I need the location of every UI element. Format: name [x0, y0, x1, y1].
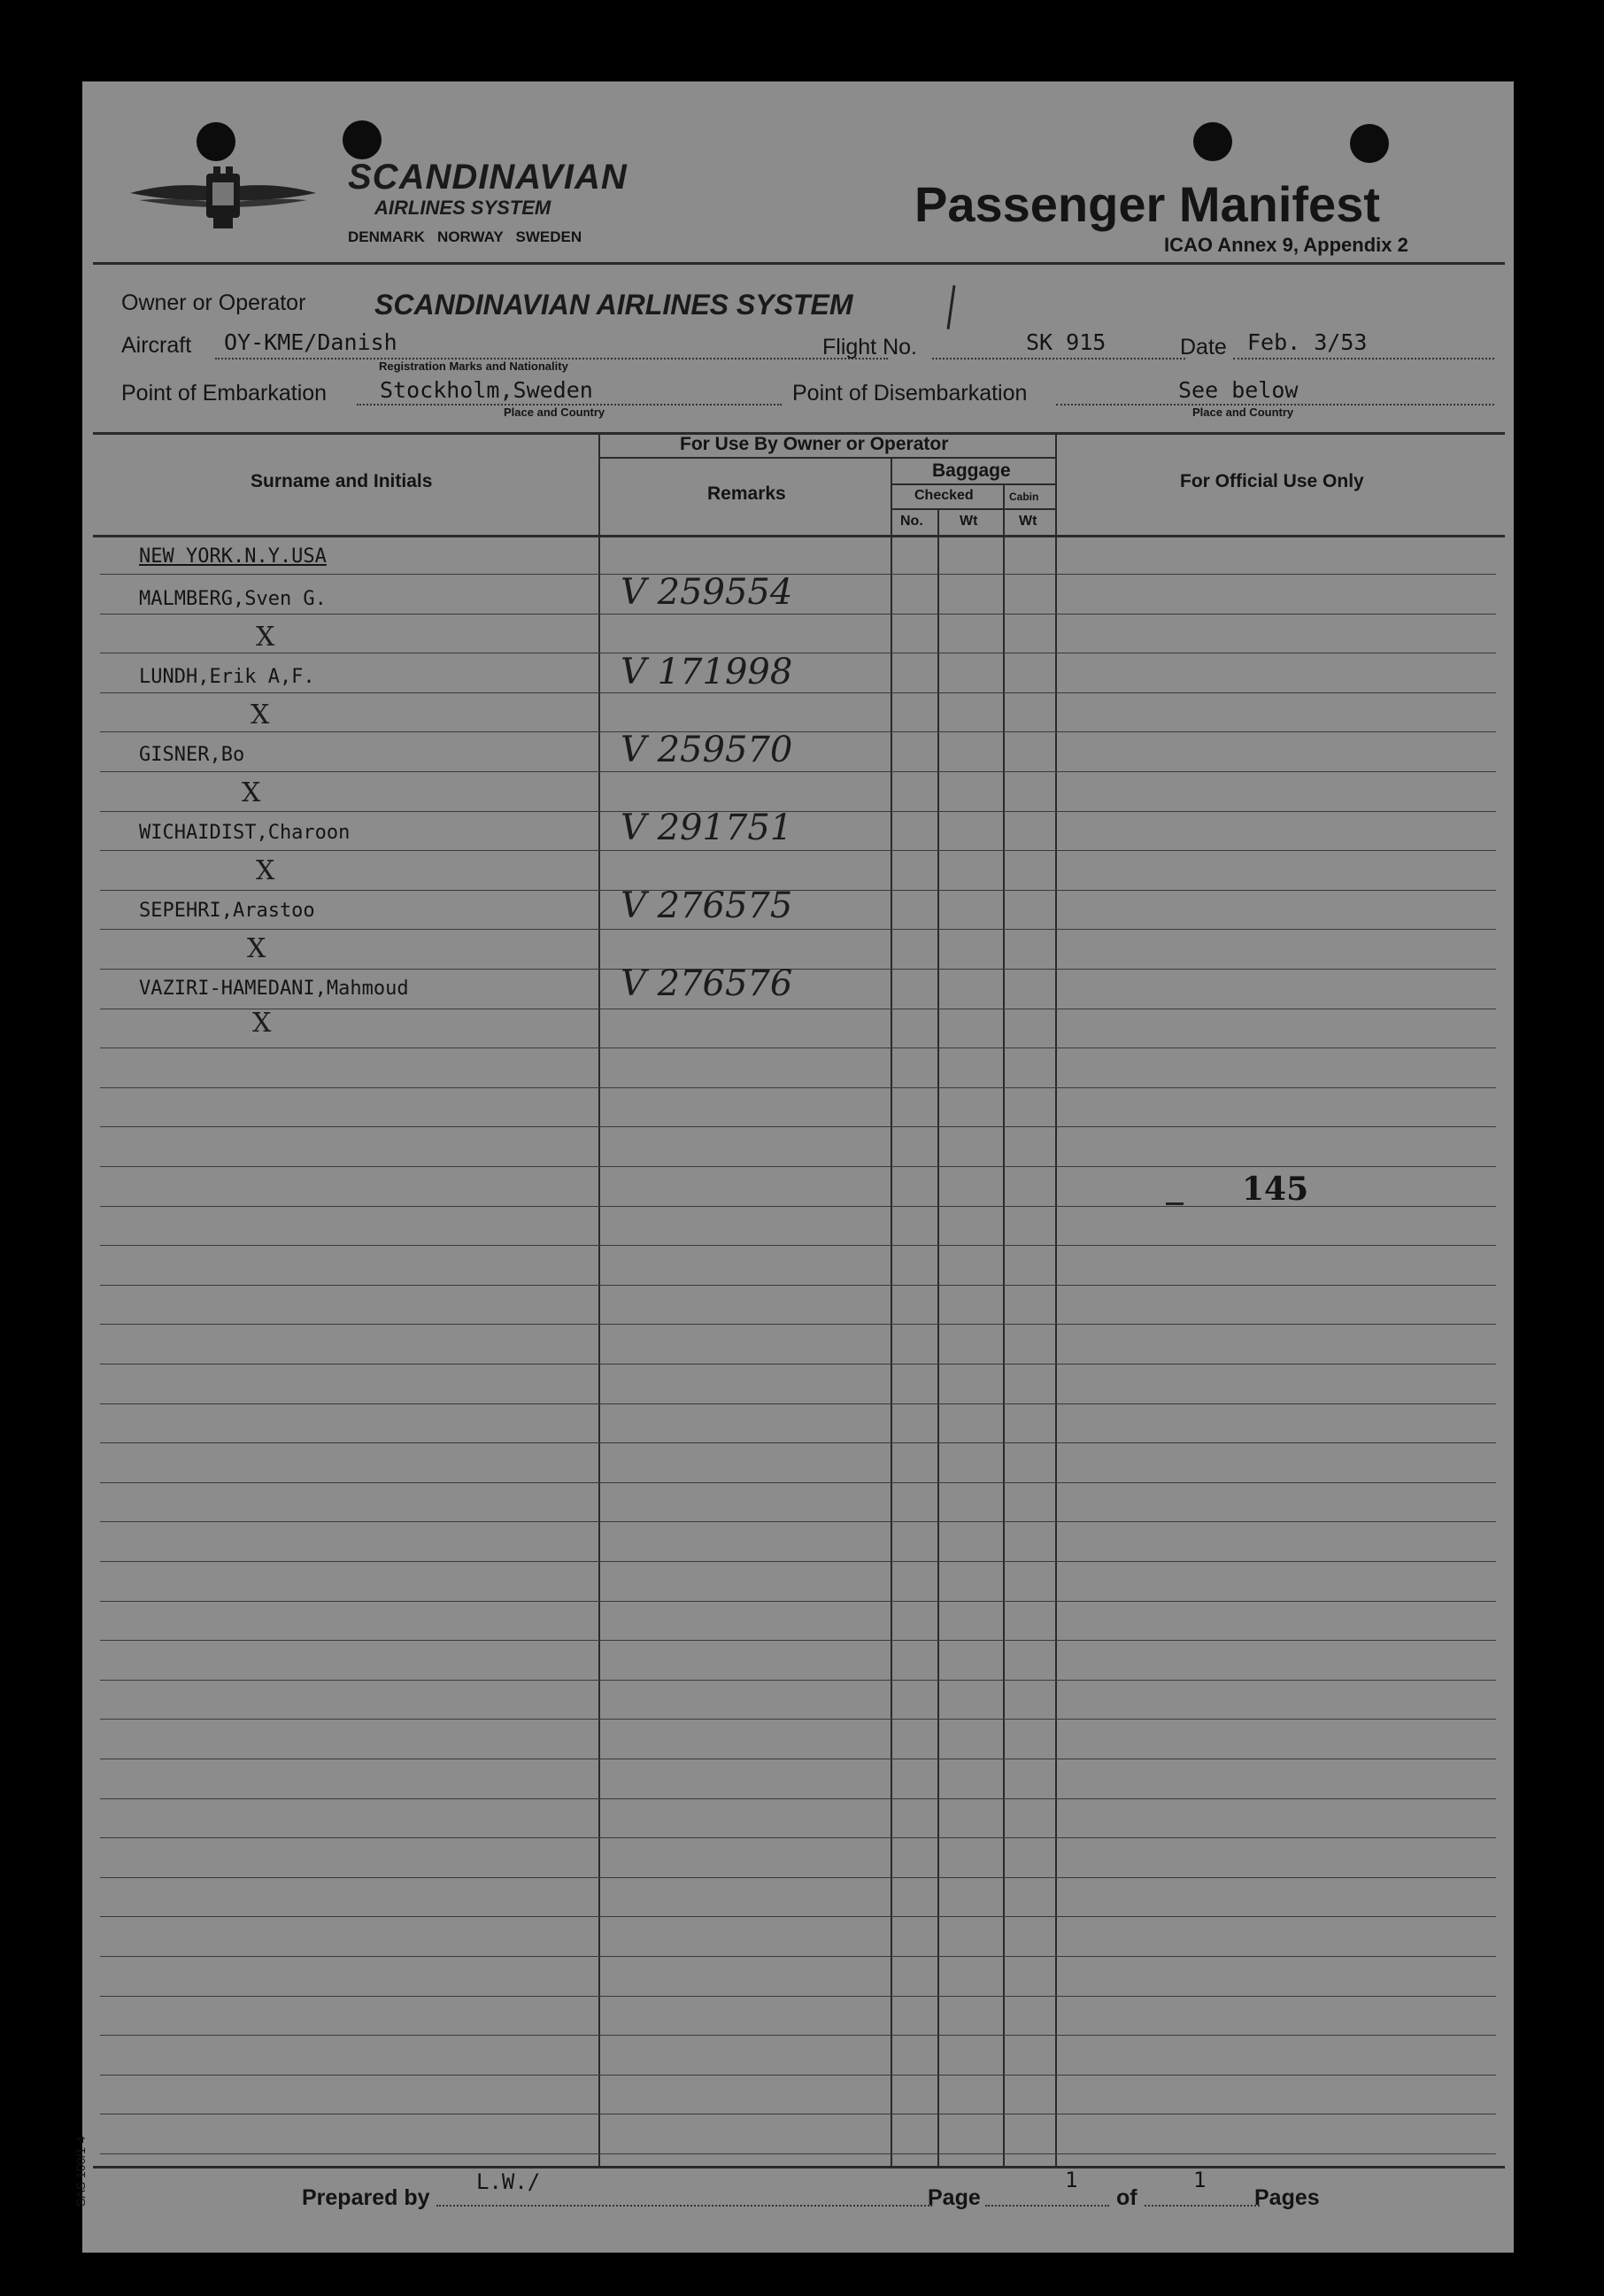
pages-label: Pages: [1254, 2185, 1320, 2210]
header-rule: [93, 262, 1505, 265]
passenger-remark: V 291751: [621, 808, 793, 848]
passenger-check-mark: X: [247, 933, 266, 964]
row-rule: [100, 1285, 1496, 1286]
row-rule: [100, 1680, 1496, 1681]
owner-value: SCANDINAVIAN AIRLINES SYSTEM: [374, 289, 853, 321]
embark-label: Point of Embarkation: [121, 381, 328, 406]
row-rule: [100, 890, 1496, 891]
passenger-name: GISNER,Bo: [139, 744, 245, 766]
passenger-name: LUNDH,Erik A,F.: [139, 666, 315, 688]
manifest-sheet: [73, 81, 1514, 2253]
row-rule: [100, 1166, 1496, 1167]
row-rule: [100, 969, 1496, 970]
row-rule: [100, 614, 1496, 615]
row-rule: [100, 811, 1496, 812]
owner-section-rule: [598, 457, 1057, 459]
airline-subname: AIRLINES SYSTEM: [374, 197, 551, 219]
airline-wings-logo: [121, 161, 325, 232]
no-header: No.: [900, 514, 923, 529]
row-rule: [100, 2153, 1496, 2154]
row-rule: [100, 1403, 1496, 1404]
aircraft-caption: Registration Marks and Nationality: [379, 359, 568, 373]
passenger-remark: V 171998: [621, 652, 793, 692]
prepared-label: Prepared by: [302, 2185, 430, 2210]
wt-header: Wt: [960, 514, 978, 529]
row-rule: [100, 1521, 1496, 1522]
baggage-header: Baggage: [932, 460, 1011, 481]
surname-header: Surname and Initials: [251, 471, 433, 491]
col-divider-no: [937, 508, 939, 2166]
date-dotline: [1233, 358, 1494, 359]
checked-header: Checked: [914, 488, 974, 503]
side-form-code: SAS 100/1-4: [73, 2136, 88, 2207]
row-rule: [100, 1324, 1496, 1325]
passenger-remark: V 259570: [621, 730, 793, 770]
embark-value: Stockholm,Sweden: [380, 377, 593, 403]
row-rule: [100, 1561, 1496, 1562]
punch-hole: [343, 120, 382, 159]
form-title: Passenger Manifest: [914, 176, 1380, 232]
row-rule: [100, 574, 1496, 575]
passenger-check-mark: X: [256, 622, 275, 653]
disembark-label: Point of Disembarkation: [792, 381, 1028, 406]
passenger-check-mark: X: [256, 855, 275, 886]
for-use-by-header: For Use By Owner or Operator: [680, 434, 949, 454]
page-dotline: [985, 2205, 1109, 2207]
aircraft-label: Aircraft: [121, 333, 192, 358]
passenger-name: MALMBERG,Sven G.: [139, 588, 327, 610]
airline-countries: DENMARK NORWAY SWEDEN: [348, 228, 582, 245]
punch-hole: [1193, 122, 1232, 161]
owner-label: Owner or Operator: [121, 290, 306, 315]
airline-name: SCANDINAVIAN: [348, 158, 628, 197]
row-rule: [100, 1126, 1496, 1127]
row-rule: [100, 929, 1496, 930]
row-rule: [100, 692, 1496, 693]
row-rule: [100, 1956, 1496, 1957]
passenger-name: WICHAIDIST,Charoon: [139, 822, 351, 844]
row-rule: [100, 1640, 1496, 1641]
row-rule: [100, 1916, 1496, 1917]
of-dotline: [1145, 2205, 1260, 2207]
date-label: Date: [1180, 335, 1227, 359]
flight-value: SK 915: [1026, 329, 1107, 355]
embark-caption: Place and Country: [504, 406, 605, 419]
row-rule: [100, 850, 1496, 851]
row-rule: [100, 1087, 1496, 1088]
official-dash: [1166, 1202, 1184, 1205]
row-rule: [100, 1837, 1496, 1838]
row-rule: [100, 1245, 1496, 1246]
flight-label: Flight No.: [822, 335, 917, 359]
prepared-dotline: [436, 2205, 932, 2207]
row-rule: [100, 1996, 1496, 1997]
passenger-check-mark: X: [252, 1008, 272, 1039]
flight-dotline: [932, 358, 1185, 359]
cabin-wt-header: Wt: [1019, 514, 1037, 529]
passenger-remark: V 276576: [621, 963, 793, 1004]
prepared-value: L.W./: [476, 2169, 541, 2194]
row-rule: [100, 1601, 1496, 1602]
row-rule: [100, 1798, 1496, 1799]
disembark-caption: Place and Country: [1192, 406, 1294, 419]
passenger-remark: V 276575: [621, 885, 793, 926]
punch-hole: [197, 122, 235, 161]
disembark-value: See below: [1178, 377, 1299, 403]
official-number: 145: [1242, 1171, 1309, 1208]
remarks-header: Remarks: [707, 483, 786, 504]
baggage-rule: [891, 483, 1057, 485]
row-rule: [100, 2035, 1496, 2036]
passenger-check-mark: X: [242, 777, 261, 808]
row-rule: [100, 1877, 1496, 1878]
page-value: 1: [1065, 2168, 1078, 2192]
passenger-remark: V 259554: [621, 572, 793, 613]
cabin-header: Cabin: [1009, 491, 1039, 503]
form-subtitle: ICAO Annex 9, Appendix 2: [1164, 234, 1408, 256]
col-divider-remarks: [891, 457, 892, 2166]
row-rule: [100, 2075, 1496, 2076]
table-header-bottom-rule: [93, 535, 1505, 537]
punch-hole: [1350, 124, 1389, 163]
of-value: 1: [1193, 2168, 1207, 2192]
row-rule: [100, 1482, 1496, 1483]
row-rule: [100, 731, 1496, 732]
row-rule: [100, 771, 1496, 772]
of-label: of: [1116, 2185, 1137, 2210]
official-use-header: For Official Use Only: [1180, 471, 1364, 491]
passenger-name: SEPEHRI,Arastoo: [139, 900, 315, 922]
passenger-check-mark: X: [251, 700, 270, 731]
aircraft-value: OY-KME/Danish: [224, 329, 397, 355]
row-rule: [100, 1442, 1496, 1443]
col-divider-wt: [1003, 483, 1005, 2166]
destination: NEW YORK.N.Y.USA: [139, 545, 327, 568]
owner-stroke: [947, 285, 956, 329]
page-label: Page: [928, 2185, 981, 2210]
passenger-name: VAZIRI-HAMEDANI,Mahmoud: [139, 978, 409, 1000]
date-value: Feb. 3/53: [1247, 329, 1368, 355]
checked-rule: [891, 508, 1057, 510]
footer-rule: [93, 2166, 1505, 2168]
row-rule: [100, 1719, 1496, 1720]
